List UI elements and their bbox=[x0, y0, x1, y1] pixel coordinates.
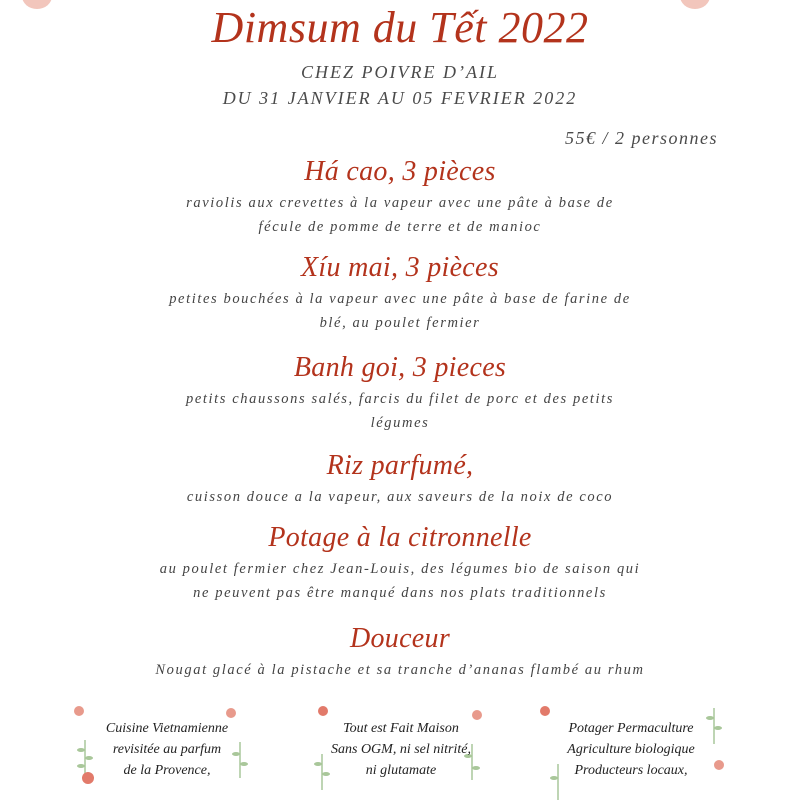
dish-name: Banh goi, 3 pieces bbox=[293, 352, 507, 383]
dish-item bbox=[0, 521, 800, 605]
dish-name: Xíu mai, 3 pièces bbox=[301, 252, 499, 283]
flower-icon bbox=[538, 704, 552, 718]
footer-line: Producteurs locaux, bbox=[574, 763, 688, 778]
dish-item bbox=[0, 622, 800, 682]
footer-line: Tout est Fait Maison bbox=[343, 721, 459, 736]
dish-description-line: légumes bbox=[370, 415, 430, 431]
dish-description-line: fécule de pomme de terre et de manioc bbox=[258, 219, 542, 235]
dish-description bbox=[0, 387, 800, 435]
menu-price: 55€ / 2 personnes bbox=[565, 128, 718, 148]
footer-line: ni glutamate bbox=[365, 763, 437, 778]
dish-description-line: au poulet fermier chez Jean-Louis, des légumes bio de saison qui bbox=[159, 561, 641, 577]
dish-description bbox=[0, 485, 800, 509]
dish-description bbox=[0, 557, 800, 605]
dish-description bbox=[0, 658, 800, 682]
dish-description-line: Nougat glacé à la pistache et sa tranche d’ananas flambé au rhum bbox=[155, 662, 645, 678]
footer-line: Potager Permaculture bbox=[568, 721, 694, 736]
menu-title: Dimsum du Tết 2022 bbox=[211, 3, 589, 52]
dish-name: Douceur bbox=[349, 623, 451, 654]
footer-column bbox=[291, 718, 511, 781]
dish-description-line: petites bouchées à la vapeur avec une pâte à base de farine de bbox=[169, 291, 631, 307]
dish-name: Potage à la citronnelle bbox=[268, 522, 532, 553]
footer-line: Sans OGM, ni sel nitrité, bbox=[331, 742, 471, 757]
restaurant-name: CHEZ POIVRE D’AIL bbox=[301, 62, 499, 82]
dish-description-line: cuisson douce a la vapeur, aux saveurs de la noix de coco bbox=[186, 489, 614, 505]
footer-column bbox=[521, 718, 741, 781]
footer-column bbox=[57, 718, 277, 781]
footer-line: Cuisine Vietnamienne bbox=[105, 721, 229, 736]
dish-description bbox=[0, 287, 800, 335]
dish-description-line: ne peuvent pas être manqué dans nos plats traditionnels bbox=[193, 585, 607, 601]
footer-line: Agriculture biologique bbox=[567, 742, 695, 757]
flower-icon bbox=[72, 704, 86, 718]
dish-item bbox=[0, 449, 800, 509]
dish-description bbox=[0, 191, 800, 239]
dish-description-line: petits chaussons salés, farcis du filet de porc et des petits bbox=[186, 391, 614, 407]
flower-icon bbox=[316, 704, 330, 718]
dish-item bbox=[0, 155, 800, 239]
dish-item bbox=[0, 251, 800, 335]
dish-name: Há cao, 3 pièces bbox=[304, 156, 496, 187]
dish-description-line: blé, au poulet fermier bbox=[319, 315, 481, 331]
dish-item bbox=[0, 351, 800, 435]
footer-line: revisitée au parfum bbox=[112, 742, 222, 757]
menu-dates: DU 31 JANVIER AU 05 FEVRIER 2022 bbox=[222, 88, 578, 108]
dish-description-line: raviolis aux crevettes à la vapeur avec une pâte à base de bbox=[186, 195, 614, 211]
dish-name: Riz parfumé, bbox=[326, 450, 474, 481]
footer-line: de la Provence, bbox=[123, 763, 211, 778]
